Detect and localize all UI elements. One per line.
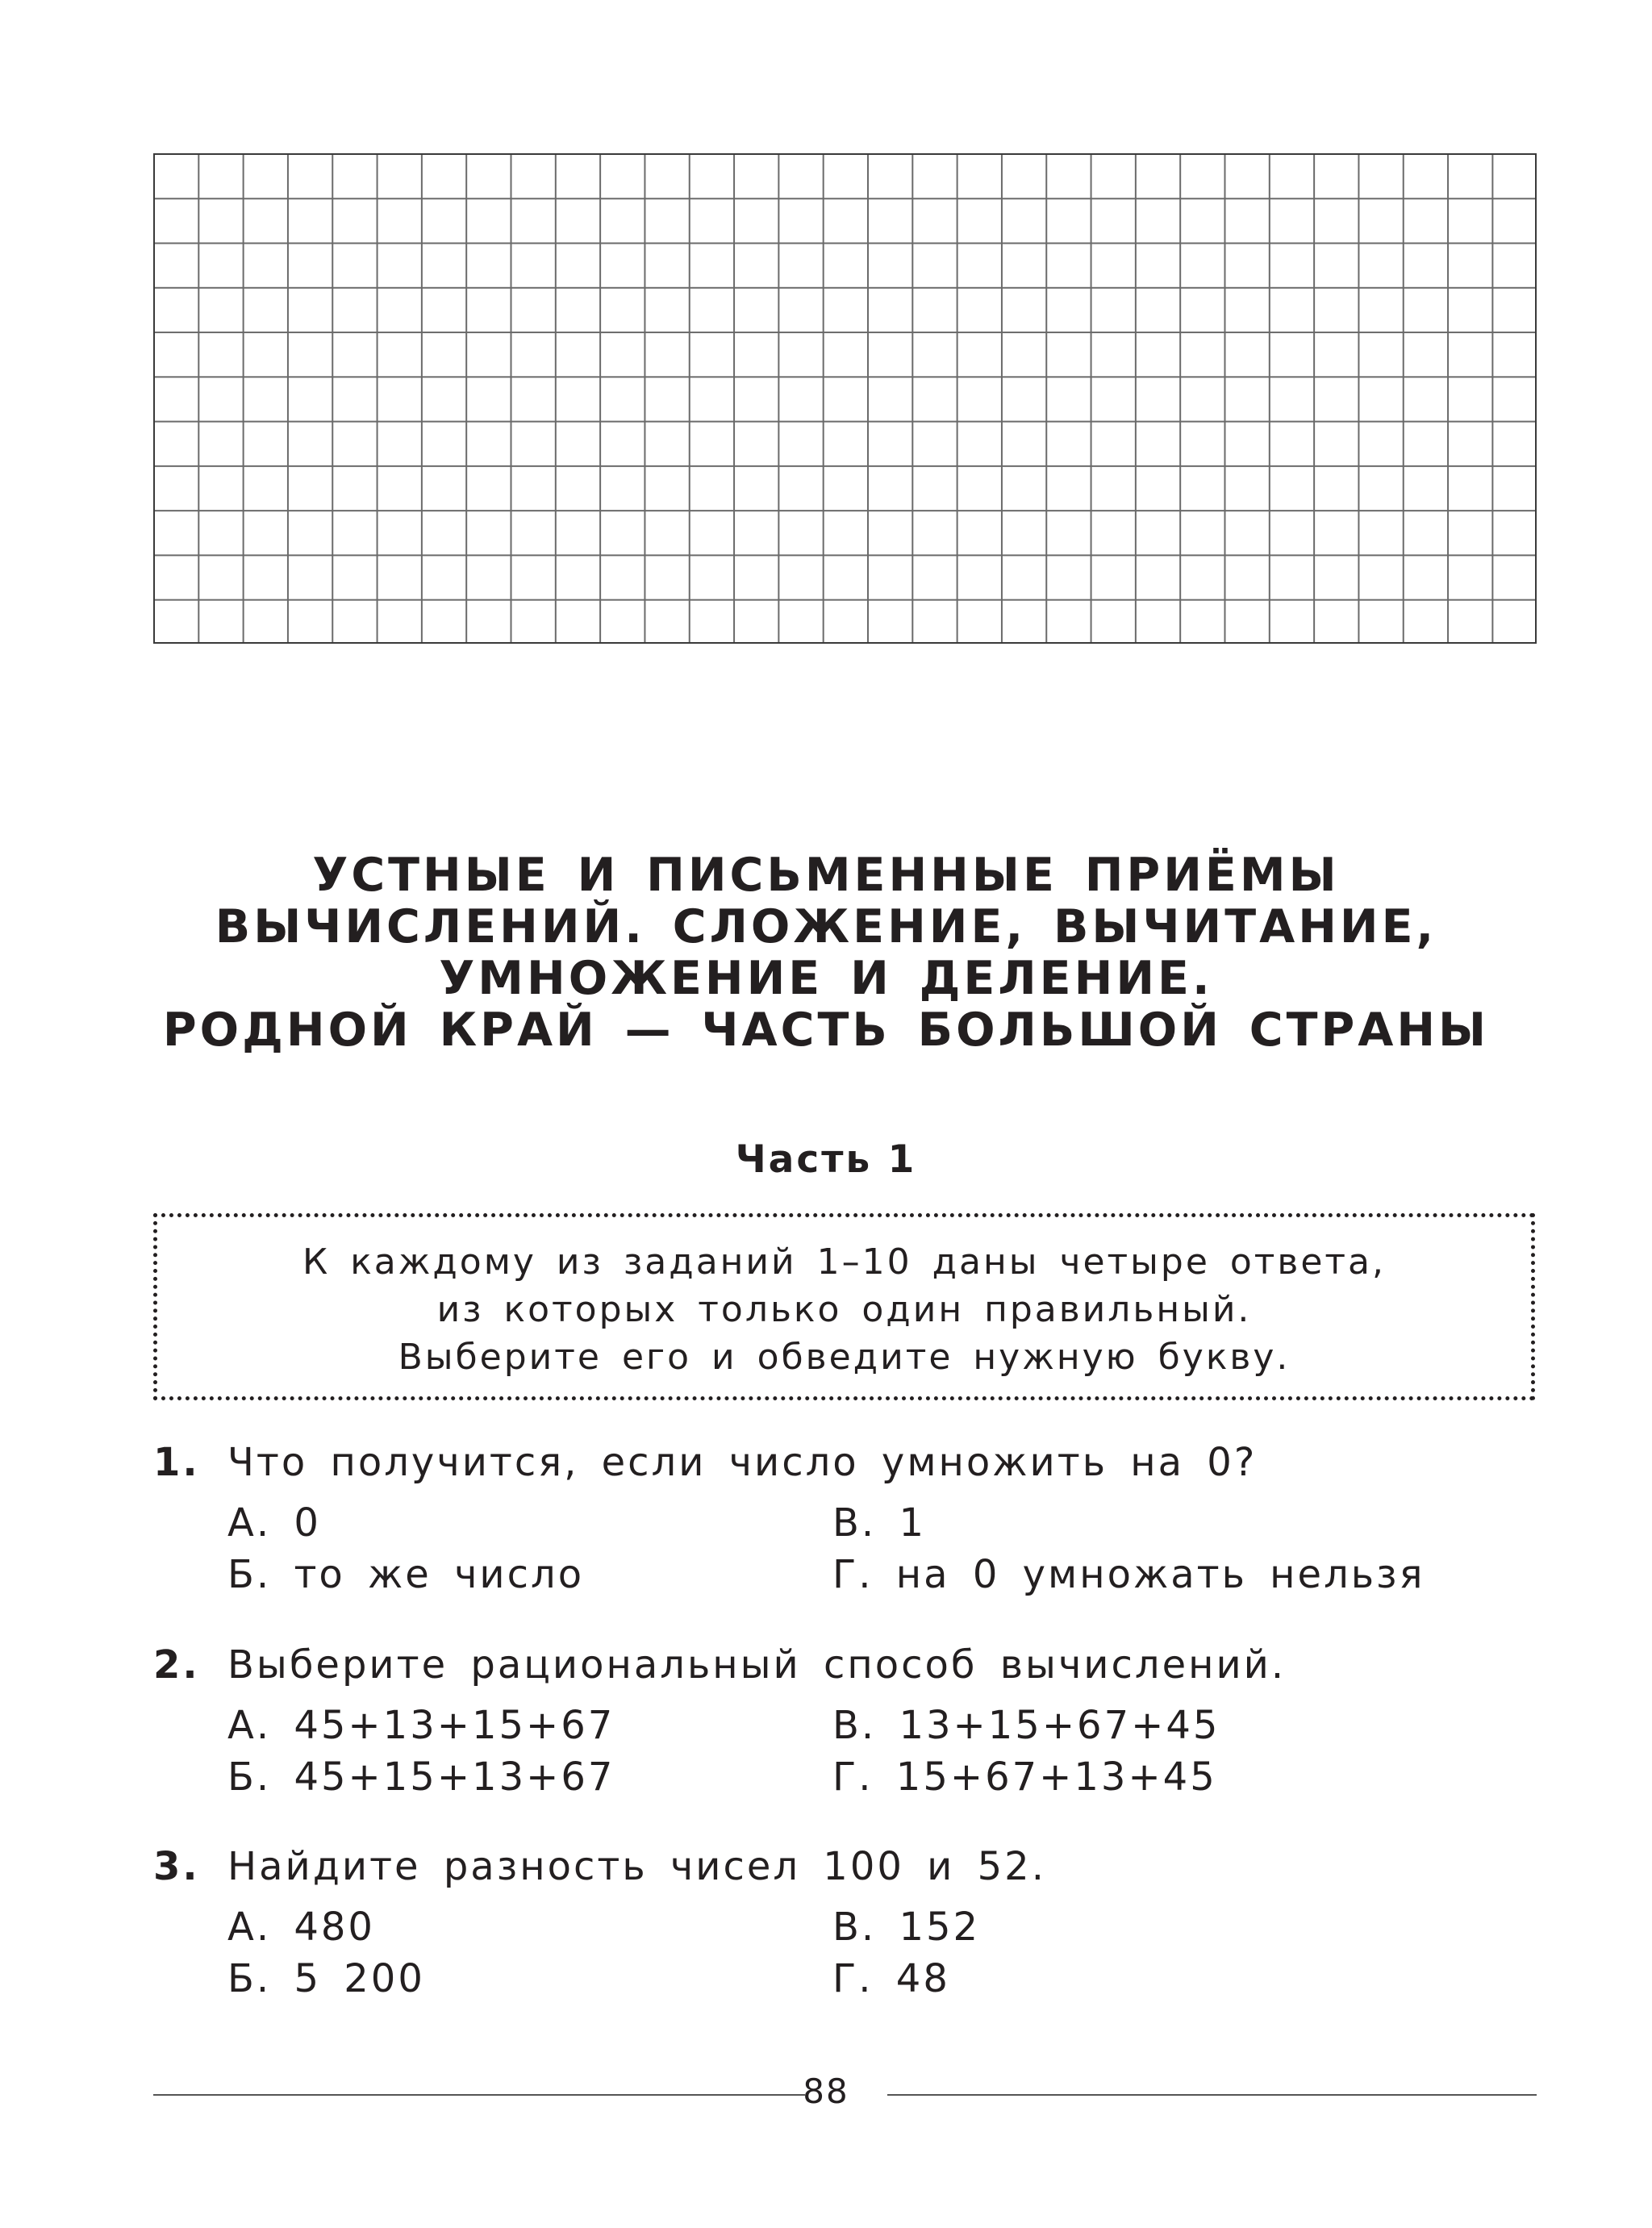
- question-1: [153, 1434, 1541, 1600]
- answer-option-g[interactable]: Г. на 0 умножать нельзя: [832, 1552, 1425, 1597]
- answer-option-b[interactable]: Б. 5 200: [227, 1956, 425, 2001]
- answer-option-b[interactable]: Б. 45+15+13+67: [227, 1754, 615, 1800]
- question-3: [153, 1838, 1541, 2005]
- instruction-line: К каждому из заданий 1–10 даны четыре ответа,: [302, 1241, 1387, 1283]
- squared-grid: [153, 153, 1537, 644]
- answer-option-a[interactable]: А. 480: [227, 1905, 375, 1950]
- question-text: Найдите разность чисел 100 и 52.: [227, 1844, 1046, 1889]
- answer-option-a[interactable]: А. 45+13+15+67: [227, 1703, 615, 1748]
- answer-options: [227, 1700, 1541, 1803]
- title-line: РОДНОЙ КРАЙ — ЧАСТЬ БОЛЬШОЙ СТРАНЫ: [162, 1003, 1490, 1057]
- title-line: ВЫЧИСЛЕНИЙ. СЛОЖЕНИЕ, ВЫЧИТАНИЕ,: [215, 900, 1437, 953]
- title-line: УСТНЫЕ И ПИСЬМЕННЫЕ ПРИЁМЫ: [312, 849, 1340, 902]
- question-text: Что получится, если число умножить на 0?: [227, 1440, 1258, 1485]
- answer-option-b[interactable]: Б. то же число: [227, 1552, 585, 1597]
- question-2: [153, 1637, 1541, 1803]
- section-title: [0, 849, 1652, 1056]
- answer-option-g[interactable]: Г. 48: [832, 1956, 950, 2001]
- answer-options: [227, 1901, 1541, 2005]
- instruction-line: Выберите его и обведите нужную букву.: [398, 1337, 1291, 1378]
- answer-option-v[interactable]: В. 1: [832, 1500, 926, 1546]
- answer-option-a[interactable]: А. 0: [227, 1500, 321, 1546]
- question-number: 1.: [153, 1440, 200, 1485]
- question-number: 3.: [153, 1844, 200, 1889]
- answer-options: [227, 1497, 1541, 1600]
- instructions-box: [153, 1213, 1535, 1400]
- question-number: 2.: [153, 1642, 200, 1688]
- answer-option-v[interactable]: В. 13+15+67+45: [832, 1703, 1220, 1748]
- answer-option-v[interactable]: В. 152: [832, 1905, 981, 1950]
- question-text: Выберите рациональный способ вычислений.: [227, 1642, 1287, 1688]
- title-line: УМНОЖЕНИЕ И ДЕЛЕНИЕ.: [439, 952, 1213, 1005]
- part-title: Часть 1: [735, 1137, 917, 1182]
- page-number: 88: [803, 2072, 849, 2111]
- instruction-line: из которых только один правильный.: [436, 1289, 1252, 1330]
- answer-option-g[interactable]: Г. 15+67+13+45: [832, 1754, 1217, 1800]
